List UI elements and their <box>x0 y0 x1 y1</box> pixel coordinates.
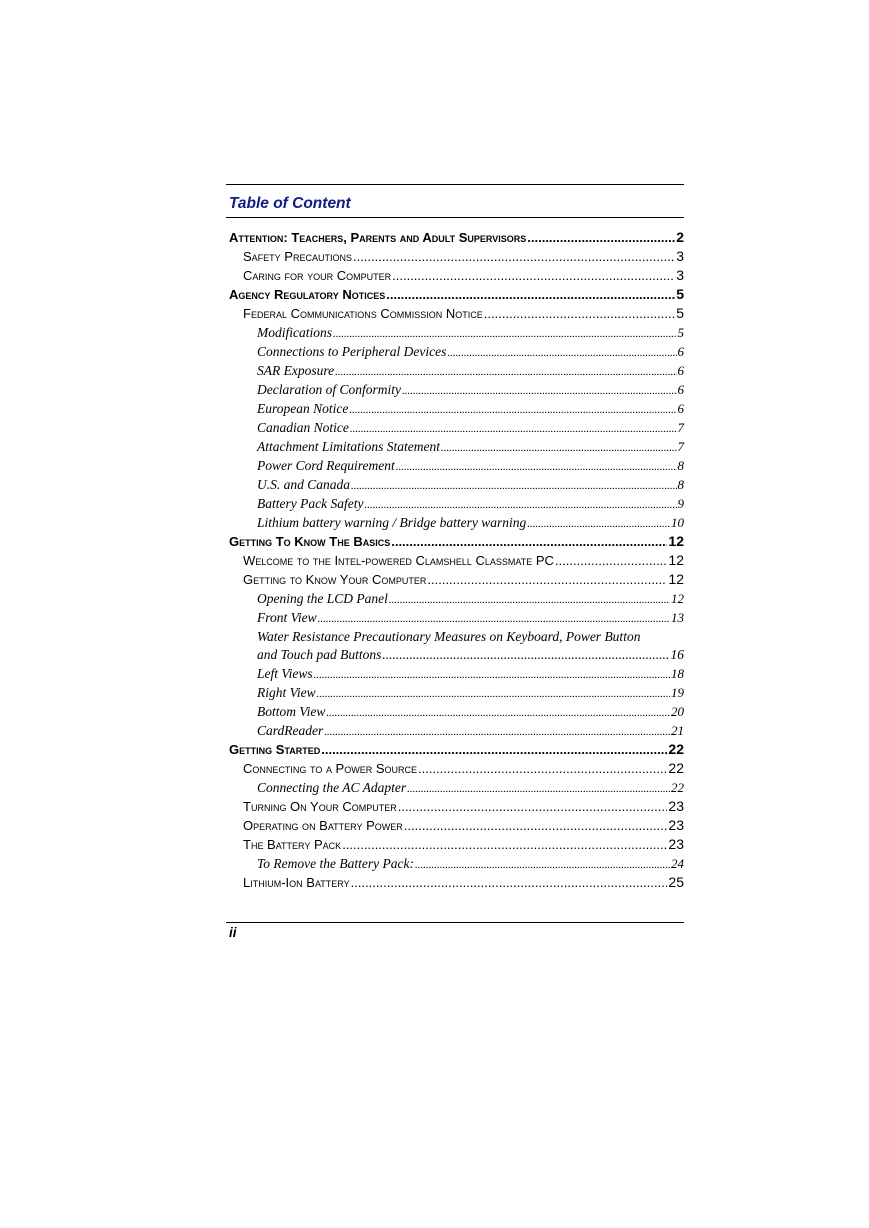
leader-dots <box>484 304 675 323</box>
toc-entry[interactable] <box>226 589 684 608</box>
toc-page-number: 3 <box>676 267 684 283</box>
toc-page-number: 24 <box>671 856 684 871</box>
toc-page-number: 12 <box>668 533 684 549</box>
toc-entry[interactable] <box>226 854 684 873</box>
toc-entry-label: European Notice <box>257 401 349 416</box>
toc-page-number: 21 <box>671 723 684 738</box>
toc-page-number: 16 <box>670 647 684 662</box>
leader-dots <box>427 570 667 589</box>
toc-heading: Table of Content <box>229 195 351 212</box>
toc-entry[interactable] <box>226 683 684 702</box>
toc-entry[interactable] <box>226 380 684 399</box>
toc-entry[interactable] <box>226 628 684 664</box>
leader-dots <box>386 285 675 304</box>
toc-entry[interactable] <box>226 247 684 266</box>
toc-page-number: 5 <box>677 325 684 340</box>
toc-entry-label: Getting To Know The Basics <box>229 534 391 549</box>
toc-entry[interactable] <box>226 228 684 247</box>
toc-entry-label: Connecting to a Power Source <box>243 761 418 776</box>
toc-entry[interactable] <box>226 816 684 835</box>
toc-page-number: 18 <box>671 666 684 681</box>
toc-entry-label: Right View <box>257 685 316 700</box>
toc-page-number: 12 <box>668 571 684 587</box>
toc-entry-label: U.S. and Canada <box>257 477 351 492</box>
toc-entry-label: Agency Regulatory Notices <box>229 287 386 302</box>
toc-entry-label: Lithium-Ion Battery <box>243 875 350 890</box>
toc-entry-label: SAR Exposure <box>257 363 335 378</box>
toc-page-number: 22 <box>668 741 684 757</box>
toc-entry-label: Battery Pack Safety <box>257 496 364 511</box>
toc-entry-label: Connections to Peripheral Devices <box>257 344 447 359</box>
toc-page-number: 12 <box>671 591 684 606</box>
toc-entry[interactable] <box>226 494 684 513</box>
toc-entry[interactable] <box>226 721 684 740</box>
leader-dots <box>402 382 677 401</box>
toc-entry[interactable] <box>226 570 684 589</box>
toc-entry[interactable] <box>226 266 684 285</box>
toc-entry-label: CardReader <box>257 723 324 738</box>
toc-entry-label-continued: and Touch pad Buttons <box>257 647 382 662</box>
toc-entry[interactable] <box>226 608 684 627</box>
leader-dots <box>317 685 670 704</box>
toc-entry[interactable] <box>226 475 684 494</box>
toc-page-number: 22 <box>668 760 684 776</box>
leader-dots <box>353 247 675 266</box>
toc-page-number: 5 <box>676 305 684 321</box>
toc-entry-label: Power Cord Requirement <box>257 458 395 473</box>
toc-page-number: 8 <box>677 477 684 492</box>
leader-dots <box>318 610 670 629</box>
toc-page-number: 6 <box>677 344 684 359</box>
toc-entry-label: Water Resistance Precautionary Measures on Keyboard, Power Button <box>257 629 641 644</box>
toc-entry-label: Left Views <box>257 666 313 681</box>
toc-entry-label: Attachment Limitations Statement <box>257 439 440 454</box>
header-bottom-rule <box>226 217 684 218</box>
toc-page-number: 6 <box>677 382 684 397</box>
toc-entry-label: Federal Communications Commission Notice <box>243 306 483 321</box>
leader-dots <box>342 835 667 854</box>
toc-entry-label: The Battery Pack <box>243 837 342 852</box>
toc-entry[interactable] <box>226 456 684 475</box>
footer-rule <box>226 922 684 923</box>
toc-page-number: 23 <box>668 798 684 814</box>
toc-entry[interactable] <box>226 759 684 778</box>
toc-entry-label: Getting Started <box>229 742 321 757</box>
toc-entry-label: Connecting the AC Adapter <box>257 780 407 795</box>
toc-page-number: 2 <box>676 229 684 245</box>
toc-entry-label: Turning On Your Computer <box>243 799 397 814</box>
toc-entry-label: Operating on Battery Power <box>243 818 403 833</box>
leader-dots <box>382 645 669 664</box>
toc-entry[interactable] <box>226 835 684 854</box>
toc-entry-label: Caring for your Computer <box>243 268 392 283</box>
leader-dots <box>527 228 675 247</box>
leader-dots <box>391 532 667 551</box>
page-number: ii <box>229 925 237 940</box>
leader-dots <box>404 816 668 835</box>
toc-page-number: 7 <box>677 439 684 454</box>
toc-page-number: 7 <box>677 420 684 435</box>
toc-entry-label: Welcome to the Intel-powered Clamshell Classmate PC <box>243 553 554 568</box>
toc-entry-label: Canadian Notice <box>257 420 349 435</box>
leader-dots <box>389 591 670 610</box>
toc-entry[interactable] <box>226 513 684 532</box>
toc-entry[interactable] <box>226 532 684 551</box>
toc-page-number: 23 <box>668 836 684 852</box>
toc-entry[interactable] <box>226 285 684 304</box>
toc-page-number: 12 <box>668 552 684 568</box>
toc-entry-label: Declaration of Conformity <box>257 382 401 397</box>
toc-entry[interactable] <box>226 304 684 323</box>
toc-page-number: 23 <box>668 817 684 833</box>
toc-entry[interactable] <box>226 342 684 361</box>
toc-entry-label: Attention: Teachers, Parents and Adult Supervisors <box>229 230 527 245</box>
leader-dots <box>418 759 667 778</box>
toc-entry-label: To Remove the Battery Pack: <box>257 856 414 871</box>
leader-dots <box>321 740 667 759</box>
toc-page-number: 6 <box>677 363 684 378</box>
leader-dots <box>396 458 677 477</box>
toc-page-number: 5 <box>676 286 684 302</box>
leader-dots <box>441 439 677 458</box>
leader-dots <box>326 704 670 723</box>
toc-entry[interactable] <box>226 418 684 437</box>
toc-page-number: 22 <box>671 780 684 795</box>
header-top-rule <box>226 184 684 185</box>
toc-entry[interactable] <box>226 437 684 456</box>
toc-page-number: 8 <box>677 458 684 473</box>
toc-entry[interactable] <box>226 778 684 797</box>
toc-page-number: 10 <box>671 515 684 530</box>
toc-entry[interactable] <box>226 323 684 342</box>
leader-dots <box>555 551 667 570</box>
toc-entry-label: Bottom View <box>257 704 326 719</box>
toc-page-number: 19 <box>671 685 684 700</box>
toc-page-number: 13 <box>671 610 684 625</box>
toc-list <box>226 228 684 892</box>
toc-entry-label: Lithium battery warning / Bridge battery warning <box>257 515 527 530</box>
toc-entry-label: Getting to Know Your Computer <box>243 572 427 587</box>
leader-dots <box>314 666 670 685</box>
toc-entry[interactable] <box>226 551 684 570</box>
toc-entry-label: Opening the LCD Panel <box>257 591 388 606</box>
leader-dots <box>398 797 668 816</box>
leader-dots <box>447 344 676 363</box>
leader-dots <box>351 477 676 496</box>
toc-entry-label: Modifications <box>257 325 332 340</box>
toc-page-number: 9 <box>677 496 684 511</box>
toc-page-number: 20 <box>671 704 684 719</box>
toc-page-number: 3 <box>676 248 684 264</box>
toc-entry[interactable] <box>226 702 684 721</box>
leader-dots <box>392 266 675 285</box>
leader-dots <box>351 873 668 892</box>
toc-entry[interactable] <box>226 664 684 683</box>
leader-dots <box>349 401 676 420</box>
toc-entry[interactable] <box>226 399 684 418</box>
toc-page-number: 6 <box>677 401 684 416</box>
toc-entry-label: Safety Precautions <box>243 249 352 264</box>
toc-entry[interactable] <box>226 740 684 759</box>
toc-entry[interactable] <box>226 361 684 380</box>
toc-entry[interactable] <box>226 873 684 892</box>
toc-page-number: 25 <box>668 874 684 890</box>
toc-entry-label: Front View <box>257 610 317 625</box>
toc-entry[interactable] <box>226 797 684 816</box>
